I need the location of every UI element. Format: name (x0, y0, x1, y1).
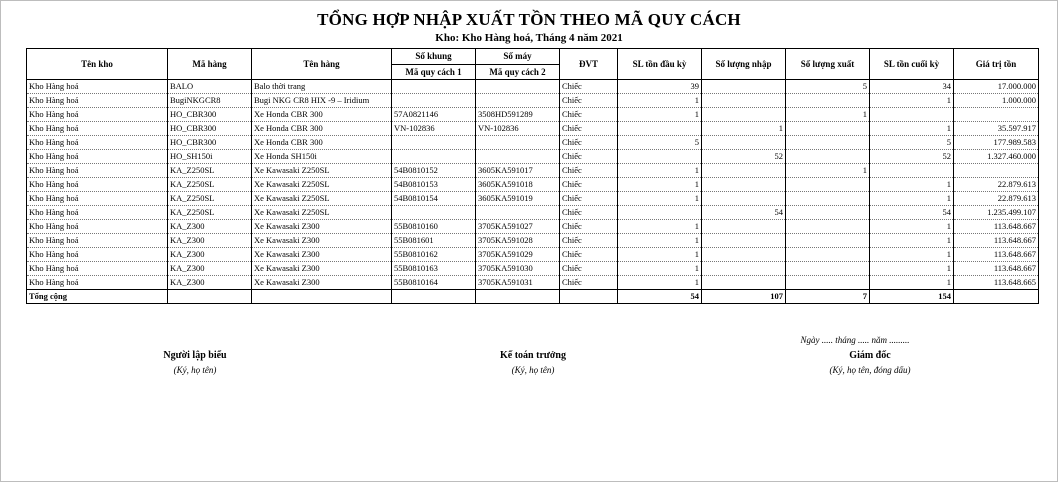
cell-ma-hang: KA_Z300 (168, 262, 252, 276)
cell-sl-nhap (702, 234, 786, 248)
cell-gia-tri-ton: 1.000.000 (954, 94, 1039, 108)
cell-ten-kho: Kho Hàng hoá (27, 206, 168, 220)
header-ten-kho: Tên kho (27, 49, 168, 80)
header-gia-tri-ton: Giá trị tồn (954, 49, 1039, 80)
cell-dvt: Chiếc (560, 192, 618, 206)
cell-sl-xuat (786, 192, 870, 206)
table-row (27, 164, 1039, 178)
cell-sl-ton-cuoi: 1 (870, 178, 954, 192)
cell-gia-tri-ton: 1.235.499.107 (954, 206, 1039, 220)
cell-sl-xuat (786, 206, 870, 220)
cell-sl-nhap (702, 94, 786, 108)
cell-ma-hang: KA_Z300 (168, 248, 252, 262)
cell-sl-xuat (786, 122, 870, 136)
director-signature (780, 350, 960, 375)
table-row (27, 248, 1039, 262)
cell-sl-xuat (786, 220, 870, 234)
header-dvt: ĐVT (560, 49, 618, 80)
cell-ma-qc1 (392, 80, 476, 94)
table-row (27, 178, 1039, 192)
cell-ten-kho: Kho Hàng hoá (27, 192, 168, 206)
cell-ten-kho: Kho Hàng hoá (27, 94, 168, 108)
cell-ma-qc2 (476, 80, 560, 94)
cell-sl-ton-cuoi (870, 108, 954, 122)
cell-sl-ton-dau: 1 (618, 178, 702, 192)
cell-sl-nhap (702, 136, 786, 150)
cell-sl-ton-cuoi: 1 (870, 122, 954, 136)
signature-date: Ngày ..... tháng ..... năm ......... (800, 335, 910, 345)
cell-ten-kho: Kho Hàng hoá (27, 178, 168, 192)
report-title: TỔNG HỢP NHẬP XUẤT TỒN THEO MÃ QUY CÁCH (317, 10, 741, 29)
cell-ten-hang: Xe Honda CBR 300 (252, 136, 392, 150)
cell-dvt: Chiếc (560, 94, 618, 108)
cell-dvt: Chiếc (560, 178, 618, 192)
cell-ma-qc2: 3705KA591031 (476, 276, 560, 290)
inventory-table (26, 48, 1039, 304)
header-so-khung: Số khung (392, 49, 476, 65)
cell-ten-hang: Xe Kawasaki Z300 (252, 234, 392, 248)
cell-dvt: Chiếc (560, 80, 618, 94)
cell-ten-hang: Xe Kawasaki Z300 (252, 220, 392, 234)
cell-ten-hang: Xe Kawasaki Z250SL (252, 206, 392, 220)
cell-ten-hang: Xe Kawasaki Z300 (252, 276, 392, 290)
cell-ma-hang: KA_Z300 (168, 220, 252, 234)
cell-sl-ton-cuoi: 34 (870, 80, 954, 94)
cell-ma-qc2: VN-102836 (476, 122, 560, 136)
cell-ma-qc1: 55B081601 (392, 234, 476, 248)
cell-ten-kho: Kho Hàng hoá (27, 108, 168, 122)
cell-gia-tri-ton (954, 164, 1039, 178)
cell-ma-qc1: 54B0810152 (392, 164, 476, 178)
cell-ma-qc2 (476, 94, 560, 108)
table-row (27, 206, 1039, 220)
cell-ma-qc1: 55B0810164 (392, 276, 476, 290)
cell-gia-tri-ton: 17.000.000 (954, 80, 1039, 94)
cell-ten-hang: Xe Kawasaki Z250SL (252, 178, 392, 192)
cell-sl-ton-dau: 1 (618, 192, 702, 206)
cell-sl-ton-dau: 1 (618, 248, 702, 262)
header-ma-hang: Mã hàng (168, 49, 252, 80)
cell-dvt: Chiếc (560, 150, 618, 164)
cell-ten-hang: Xe Honda CBR 300 (252, 108, 392, 122)
report-subtitle: Kho: Kho Hàng hoá, Tháng 4 năm 2021 (435, 32, 623, 44)
cell-gia-tri-ton: 35.597.917 (954, 122, 1039, 136)
cell-ten-hang: Balo thời trang (252, 80, 392, 94)
preparer-note: (Ký, họ tên) (173, 365, 217, 375)
cell-ma-qc1: 54B0810153 (392, 178, 476, 192)
cell-sl-ton-dau: 1 (618, 276, 702, 290)
director-note: (Ký, họ tên, đóng dấu) (829, 365, 911, 375)
cell-sl-xuat (786, 136, 870, 150)
cell-ma-hang: KA_Z250SL (168, 192, 252, 206)
cell-sl-ton-dau: 1 (618, 234, 702, 248)
header-sl-nhap: Số lượng nhập (702, 49, 786, 80)
cell-sl-ton-cuoi: 1 (870, 262, 954, 276)
cell-ten-hang: Bugi NKG CR8 HIX -9 – Iridium (252, 94, 392, 108)
cell-dvt: Chiếc (560, 206, 618, 220)
cell-ma-qc2: 3605KA591018 (476, 178, 560, 192)
accountant-note: (Ký, họ tên) (511, 365, 555, 375)
cell-ma-hang: HO_CBR300 (168, 108, 252, 122)
cell-ma-qc1 (392, 94, 476, 108)
cell-ma-qc2 (476, 206, 560, 220)
cell-ma-qc2: 3605KA591019 (476, 192, 560, 206)
cell-sl-ton-dau: 1 (618, 108, 702, 122)
cell-gia-tri-ton: 113.648.665 (954, 276, 1039, 290)
cell-ten-kho: Kho Hàng hoá (27, 220, 168, 234)
table-row (27, 276, 1039, 290)
header-ten-hang: Tên hàng (252, 49, 392, 80)
cell-sl-nhap: 54 (702, 206, 786, 220)
cell-sl-xuat: 5 (786, 80, 870, 94)
cell-sl-nhap (702, 80, 786, 94)
totals-row (27, 290, 1039, 304)
cell-gia-tri-ton: 113.648.667 (954, 248, 1039, 262)
cell-dvt: Chiếc (560, 276, 618, 290)
cell-ma-qc2 (476, 136, 560, 150)
cell-gia-tri-ton: 22.879.613 (954, 178, 1039, 192)
cell-sl-nhap (702, 262, 786, 276)
cell-sl-nhap (702, 248, 786, 262)
total-sl-ton-cuoi: 154 (870, 290, 954, 304)
cell-dvt: Chiếc (560, 108, 618, 122)
cell-gia-tri-ton: 113.648.667 (954, 262, 1039, 276)
header-ma-qc2: Mã quy cách 2 (476, 65, 560, 80)
cell-ten-hang: Xe Kawasaki Z250SL (252, 164, 392, 178)
cell-ten-kho: Kho Hàng hoá (27, 80, 168, 94)
header-so-may: Số máy (476, 49, 560, 65)
cell-ma-hang: HO_CBR300 (168, 122, 252, 136)
cell-sl-ton-cuoi (870, 164, 954, 178)
cell-sl-nhap (702, 276, 786, 290)
cell-ma-hang: KA_Z300 (168, 234, 252, 248)
cell-ten-hang: Xe Kawasaki Z250SL (252, 192, 392, 206)
table-row (27, 234, 1039, 248)
cell-dvt: Chiếc (560, 262, 618, 276)
cell-sl-ton-dau: 39 (618, 80, 702, 94)
cell-sl-xuat: 1 (786, 108, 870, 122)
cell-ma-hang: KA_Z250SL (168, 206, 252, 220)
cell-ten-kho: Kho Hàng hoá (27, 164, 168, 178)
accountant-signature (453, 350, 613, 375)
total-sl-ton-dau: 54 (618, 290, 702, 304)
totals-label: Tổng cộng (27, 290, 168, 304)
table-row (27, 262, 1039, 276)
cell-gia-tri-ton: 1.327.460.000 (954, 150, 1039, 164)
cell-ma-qc2: 3705KA591030 (476, 262, 560, 276)
total-sl-nhap: 107 (702, 290, 786, 304)
cell-sl-ton-cuoi: 52 (870, 150, 954, 164)
header-sl-xuat: Số lượng xuất (786, 49, 870, 80)
cell-sl-xuat (786, 94, 870, 108)
cell-gia-tri-ton: 113.648.667 (954, 220, 1039, 234)
cell-sl-xuat (786, 262, 870, 276)
cell-sl-nhap (702, 164, 786, 178)
director-role: Giám đốc (849, 350, 891, 361)
cell-sl-nhap (702, 178, 786, 192)
preparer-signature (115, 350, 275, 375)
cell-sl-ton-dau: 1 (618, 94, 702, 108)
table-row (27, 136, 1039, 150)
cell-ma-qc2: 3705KA591029 (476, 248, 560, 262)
cell-sl-nhap (702, 220, 786, 234)
table-body (27, 80, 1039, 290)
cell-ma-qc1 (392, 150, 476, 164)
table-row (27, 108, 1039, 122)
cell-ma-qc1: VN-102836 (392, 122, 476, 136)
cell-ten-hang: Xe Honda CBR 300 (252, 122, 392, 136)
cell-dvt: Chiếc (560, 220, 618, 234)
header-ma-qc1: Mã quy cách 1 (392, 65, 476, 80)
cell-sl-ton-cuoi: 1 (870, 94, 954, 108)
cell-ma-qc1: 55B0810160 (392, 220, 476, 234)
cell-sl-xuat: 1 (786, 164, 870, 178)
cell-sl-ton-dau (618, 206, 702, 220)
cell-gia-tri-ton: 22.879.613 (954, 192, 1039, 206)
cell-sl-ton-dau (618, 122, 702, 136)
total-sl-xuat: 7 (786, 290, 870, 304)
cell-ten-kho: Kho Hàng hoá (27, 122, 168, 136)
cell-sl-ton-cuoi: 1 (870, 220, 954, 234)
cell-sl-xuat (786, 150, 870, 164)
cell-sl-ton-dau: 1 (618, 164, 702, 178)
header-sl-ton-cuoi: SL tồn cuối kỳ (870, 49, 954, 80)
cell-ma-qc1 (392, 136, 476, 150)
cell-sl-xuat (786, 178, 870, 192)
cell-ma-qc2: 3508HD591289 (476, 108, 560, 122)
cell-ten-hang: Xe Kawasaki Z300 (252, 262, 392, 276)
cell-sl-xuat (786, 234, 870, 248)
cell-gia-tri-ton: 177.989.583 (954, 136, 1039, 150)
cell-sl-ton-cuoi: 1 (870, 234, 954, 248)
cell-sl-xuat (786, 276, 870, 290)
cell-dvt: Chiếc (560, 234, 618, 248)
cell-ten-kho: Kho Hàng hoá (27, 234, 168, 248)
cell-ma-hang: BALO (168, 80, 252, 94)
cell-sl-ton-cuoi: 54 (870, 206, 954, 220)
cell-sl-nhap (702, 108, 786, 122)
cell-dvt: Chiếc (560, 164, 618, 178)
cell-ma-qc2 (476, 150, 560, 164)
cell-ma-qc1: 55B0810162 (392, 248, 476, 262)
cell-sl-ton-cuoi: 5 (870, 136, 954, 150)
cell-ten-kho: Kho Hàng hoá (27, 262, 168, 276)
cell-ten-kho: Kho Hàng hoá (27, 136, 168, 150)
cell-ma-qc2: 3705KA591027 (476, 220, 560, 234)
cell-sl-ton-dau: 1 (618, 262, 702, 276)
cell-sl-nhap: 52 (702, 150, 786, 164)
total-gia-tri-ton (954, 290, 1039, 304)
cell-sl-ton-cuoi: 1 (870, 276, 954, 290)
cell-ma-qc1: 55B0810163 (392, 262, 476, 276)
cell-ma-hang: HO_SH150i (168, 150, 252, 164)
table-row (27, 94, 1039, 108)
cell-sl-ton-cuoi: 1 (870, 248, 954, 262)
cell-ma-hang: HO_CBR300 (168, 136, 252, 150)
table-row (27, 150, 1039, 164)
cell-dvt: Chiếc (560, 122, 618, 136)
table-row (27, 220, 1039, 234)
cell-ten-kho: Kho Hàng hoá (27, 276, 168, 290)
accountant-role: Kế toán trưởng (500, 350, 566, 361)
cell-ma-qc1: 57A0821146 (392, 108, 476, 122)
cell-sl-ton-cuoi: 1 (870, 192, 954, 206)
table-row (27, 80, 1039, 94)
cell-dvt: Chiếc (560, 136, 618, 150)
cell-dvt: Chiếc (560, 248, 618, 262)
cell-sl-ton-dau: 1 (618, 220, 702, 234)
table-row (27, 192, 1039, 206)
table-row (27, 122, 1039, 136)
cell-ma-qc2: 3705KA591028 (476, 234, 560, 248)
cell-sl-nhap (702, 192, 786, 206)
cell-ma-hang: KA_Z250SL (168, 164, 252, 178)
cell-ten-kho: Kho Hàng hoá (27, 248, 168, 262)
preparer-role: Người lập biểu (163, 350, 227, 361)
cell-sl-ton-dau: 5 (618, 136, 702, 150)
cell-ma-hang: BugiNKGCR8 (168, 94, 252, 108)
cell-ma-qc1 (392, 206, 476, 220)
cell-ma-hang: KA_Z250SL (168, 178, 252, 192)
header-sl-ton-dau: SL tồn đầu kỳ (618, 49, 702, 80)
cell-ma-qc1: 54B0810154 (392, 192, 476, 206)
cell-sl-ton-dau (618, 150, 702, 164)
cell-sl-nhap: 1 (702, 122, 786, 136)
cell-ma-hang: KA_Z300 (168, 276, 252, 290)
cell-gia-tri-ton (954, 108, 1039, 122)
cell-sl-xuat (786, 248, 870, 262)
cell-ma-qc2: 3605KA591017 (476, 164, 560, 178)
cell-ten-hang: Xe Kawasaki Z300 (252, 248, 392, 262)
cell-ten-kho: Kho Hàng hoá (27, 150, 168, 164)
cell-ten-hang: Xe Honda SH150i (252, 150, 392, 164)
cell-gia-tri-ton: 113.648.667 (954, 234, 1039, 248)
